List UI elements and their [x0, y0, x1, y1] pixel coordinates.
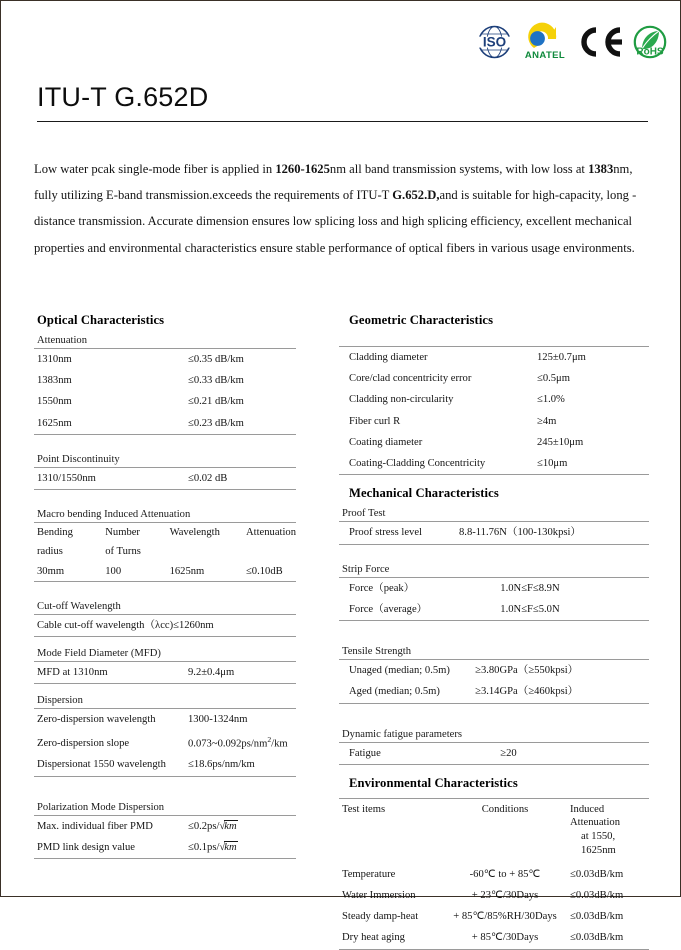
geometric-value: 125±0.7μm — [537, 352, 586, 363]
fatigue-item: Fatigue — [349, 747, 381, 759]
fatigue-label: Dynamic fatigue parameters — [342, 728, 463, 740]
env-item: Steady damp-heat — [342, 911, 419, 923]
geometric-item: Cladding diameter — [349, 352, 428, 363]
attenuation-value: ≤0.21 dB/km — [188, 396, 244, 408]
page-title: ITU-T G.652D — [37, 82, 209, 112]
table-header-row — [339, 798, 649, 830]
attenuation-item: 1310nm — [37, 354, 72, 365]
dispersion-value — [185, 731, 296, 755]
geometric-item: Cladding non-circularity — [349, 394, 454, 406]
table-row — [339, 453, 649, 475]
env-value: ≤0.03dB/km — [570, 889, 624, 901]
spacer — [34, 684, 296, 695]
table-row — [34, 614, 296, 636]
table-row — [339, 577, 649, 599]
svg-text:RoHS: RoHS — [636, 46, 664, 58]
tensile-item: Aged (median; 0.5m) — [349, 686, 440, 698]
geometric-item: Core/clad concentricity error — [349, 373, 472, 385]
env-condition: + 23℃/30Days — [471, 889, 539, 901]
table-header-row-2 — [339, 830, 649, 863]
spacer — [34, 777, 296, 802]
intro-band-range: 1260-1625 — [275, 162, 330, 176]
iso-logo — [476, 24, 513, 60]
table-row — [339, 906, 649, 927]
env-value: ≤0.03dB/km — [570, 868, 624, 880]
proof-test-value: 8.8-11.76N（100-130kpsi） — [459, 527, 582, 539]
optical-section-title: Optical Characteristics — [37, 313, 165, 327]
spacer — [339, 765, 649, 776]
geometric-item: Coating diameter — [349, 436, 423, 448]
table-row — [34, 370, 296, 391]
table-header-row — [34, 523, 296, 543]
macro-header-radius: Bending — [37, 527, 73, 539]
environmental-table — [339, 798, 649, 950]
geometric-value: 245±10μm — [537, 436, 584, 448]
point-discontinuity-value: ≤0.02 dB — [188, 472, 228, 484]
env-header-attenuation-2: at 1550, 1625nm — [581, 831, 616, 856]
svg-text:ISO: ISO — [482, 34, 507, 50]
spacer — [339, 335, 649, 346]
geometric-section-title: Geometric Characteristics — [349, 313, 494, 327]
table-row — [34, 662, 296, 684]
spacer — [34, 582, 296, 601]
anatel-logo — [522, 23, 568, 61]
intro-wavelength: 1383 — [588, 162, 614, 176]
mfd-table — [34, 661, 296, 684]
attenuation-value: ≤0.23 dB/km — [188, 417, 244, 429]
table-row — [339, 432, 649, 453]
table-row — [339, 599, 649, 621]
strip-force-value: 1.0N≤F≤8.9N — [500, 582, 560, 594]
dispersion-label: Dispersion — [37, 695, 83, 707]
dispersion-item: Zero-dispersion wavelength — [37, 714, 156, 726]
attenuation-item: 1550nm — [37, 396, 72, 408]
intro-paragraph — [34, 156, 651, 261]
macro-wavelength-value: 1625nm — [169, 565, 205, 577]
attenuation-label: Attenuation — [37, 335, 88, 346]
geometric-item: Coating-Cladding Concentricity — [349, 458, 486, 470]
strip-force-item: Force（peak） — [349, 582, 415, 594]
pmd-radicand: km — [224, 841, 237, 853]
cutoff-item: Cable cut-off wavelength（λcc)≤1260nm — [37, 619, 214, 631]
macro-header-turns-2: of Turns — [105, 546, 141, 558]
attenuation-item: 1625nm — [37, 417, 72, 429]
env-header-blank-1 — [339, 830, 440, 863]
table-row — [34, 349, 296, 371]
table-row — [34, 709, 296, 731]
env-item: Temperature — [342, 868, 396, 880]
pmd-label: Polarization Mode Dispersion — [37, 801, 165, 813]
fatigue-value: ≥20 — [500, 747, 517, 759]
point-discontinuity-item: 1310/1550nm — [37, 472, 96, 484]
env-header-attenuation: Induced Attenuation — [570, 803, 621, 829]
macro-radius-value: 30mm — [37, 565, 65, 577]
table-row — [34, 731, 296, 755]
attenuation-item: 1383nm — [37, 375, 72, 387]
macro-bending-table — [34, 522, 296, 582]
intro-text-g: and is suitable for high-capacity, long - distance transmission. Accurate dimension ensures low splicing loss and high splicing efficiency, excellent mechanical properties and environmental characteristics ensure stable performance of optical fibers in various usage environments. — [34, 188, 637, 255]
slope-exponent: 2 — [267, 734, 272, 744]
strip-force-item: Force（average） — [349, 603, 428, 615]
point-discontinuity-table — [34, 467, 296, 490]
env-header-conditions: Conditions — [481, 803, 529, 815]
tensile-item: Unaged (median; 0.5m) — [349, 665, 450, 677]
intro-text-a: Low water pcak single-mode fiber is applied in — [34, 162, 276, 176]
cutoff-table — [34, 614, 296, 637]
spacer — [34, 490, 296, 509]
env-item: Water Immersion — [342, 889, 416, 901]
svg-text:ANATEL: ANATEL — [524, 50, 566, 61]
cutoff-label: Cut-off Wavelength — [37, 600, 121, 612]
macro-header-wavelength-2 — [167, 542, 243, 561]
intro-text-e: nm, fully utilizing E-band transmission.exceeds the requirements of ITU-T — [34, 162, 633, 203]
tensile-label: Tensile Strength — [342, 646, 411, 658]
geometric-value: ≥4m — [537, 415, 557, 427]
table-row — [339, 389, 649, 410]
table-row — [339, 347, 649, 369]
env-value: ≤0.03dB/km — [570, 911, 624, 923]
dispersion-value: ≤18.6ps/nm/km — [188, 759, 255, 771]
strip-force-table — [339, 577, 649, 621]
dispersion-value: 1300-1324nm — [188, 714, 248, 726]
geometric-item: Fiber curl R — [349, 415, 401, 427]
env-condition: -60℃ to + 85℃ — [469, 868, 541, 880]
table-row — [339, 522, 649, 544]
attenuation-value: ≤0.33 dB/km — [188, 375, 244, 387]
table-row — [339, 660, 649, 682]
attenuation-value: ≤0.35 dB/km — [188, 354, 244, 365]
table-row — [339, 742, 649, 764]
attenuation-table — [34, 348, 296, 435]
dispersion-item: Zero-dispersion slope — [37, 738, 130, 750]
macro-header-attenuation-2 — [243, 542, 296, 561]
proof-test-label: Proof Test — [342, 508, 386, 520]
geometric-value: ≤0.5μm — [537, 373, 570, 385]
table-row — [34, 391, 296, 412]
table-row — [34, 815, 296, 837]
slope-value-pre: 0.073~0.092ps/nm — [188, 738, 268, 750]
spacer — [339, 621, 649, 646]
table-header-row-2 — [34, 542, 296, 561]
geometric-value: ≤10μm — [537, 458, 568, 470]
table-row — [339, 681, 649, 703]
macro-attenuation-value: ≤0.10dB — [245, 565, 283, 577]
spacer — [339, 704, 649, 729]
macro-header-attenuation: Attenuation — [245, 527, 296, 539]
mfd-item: MFD at 1310nm — [37, 667, 108, 679]
tensile-table — [339, 659, 649, 703]
fatigue-table — [339, 742, 649, 765]
pmd-value: ≤0.2ps/√km — [188, 820, 237, 832]
pmd-item: PMD link design value — [37, 841, 135, 853]
intro-text-c: nm all band transmission systems, with low loss at — [329, 162, 589, 176]
dispersion-table — [34, 708, 296, 776]
env-condition: + 85℃/85%RH/30Days — [453, 911, 557, 923]
spacer — [339, 475, 649, 486]
env-value: ≤0.03dB/km — [570, 932, 624, 944]
tensile-value: ≥3.80GPa（≥550kpsi） — [475, 665, 579, 677]
geometric-table — [339, 346, 649, 475]
macro-header-wavelength: Wavelength — [169, 527, 220, 539]
proof-test-table — [339, 521, 649, 544]
title-block — [37, 83, 648, 122]
strip-force-label: Strip Force — [342, 563, 390, 575]
table-row — [34, 562, 296, 582]
right-column — [339, 313, 649, 950]
pmd-table — [34, 815, 296, 859]
env-condition: + 85℃/30Days — [471, 932, 539, 944]
pmd-radicand: km — [224, 820, 237, 832]
macro-turns-value: 100 — [105, 565, 122, 577]
ce-logo — [577, 26, 623, 58]
mfd-value: 9.2±0.4μm — [188, 667, 235, 679]
table-row — [34, 413, 296, 435]
env-item: Dry heat aging — [342, 932, 405, 944]
tensile-value: ≥3.14GPa（≥460kpsi） — [475, 686, 579, 698]
geometric-value: ≤1.0% — [537, 394, 565, 406]
title-divider — [37, 121, 648, 122]
mechanical-section-title: Mechanical Characteristics — [349, 486, 499, 501]
macro-header-turns: Number — [105, 527, 140, 539]
slope-value-post: /km — [271, 738, 288, 750]
pmd-item: Max. individual fiber PMD — [37, 820, 153, 832]
table-row — [339, 927, 649, 949]
env-header-blank-2 — [440, 830, 567, 863]
mfd-label: Mode Field Diameter (MFD) — [37, 648, 161, 660]
proof-test-item: Proof stress level — [349, 527, 422, 539]
spacer — [339, 545, 649, 564]
table-row — [339, 885, 649, 906]
strip-force-value: 1.0N≤F≤5.0N — [500, 603, 560, 615]
pmd-value: ≤0.1ps/√km — [188, 841, 237, 853]
spacer — [34, 435, 296, 454]
certification-logos — [476, 22, 668, 62]
spacer — [34, 637, 296, 648]
intro-standard: G.652.D, — [392, 188, 440, 203]
pmd-value-pre: ≤0.2ps/ — [188, 820, 220, 832]
table-row — [34, 754, 296, 776]
rohs-logo — [632, 24, 668, 60]
dispersion-item: Dispersionat 1550 wavelength — [37, 759, 166, 771]
macro-bending-label: Macro bending Induced Attenuation — [37, 509, 191, 521]
table-row — [339, 864, 649, 885]
environmental-section-title: Environmental Characteristics — [349, 775, 518, 790]
macro-header-radius-2: radius — [37, 546, 63, 558]
table-row — [339, 368, 649, 389]
table-row — [34, 467, 296, 489]
table-row — [34, 837, 296, 859]
optical-characteristics-column — [34, 313, 296, 859]
table-row — [339, 411, 649, 432]
pmd-value-pre: ≤0.1ps/ — [188, 841, 220, 853]
point-discontinuity-label: Point Discontinuity — [37, 453, 120, 465]
env-header-test-items: Test items — [342, 803, 386, 815]
